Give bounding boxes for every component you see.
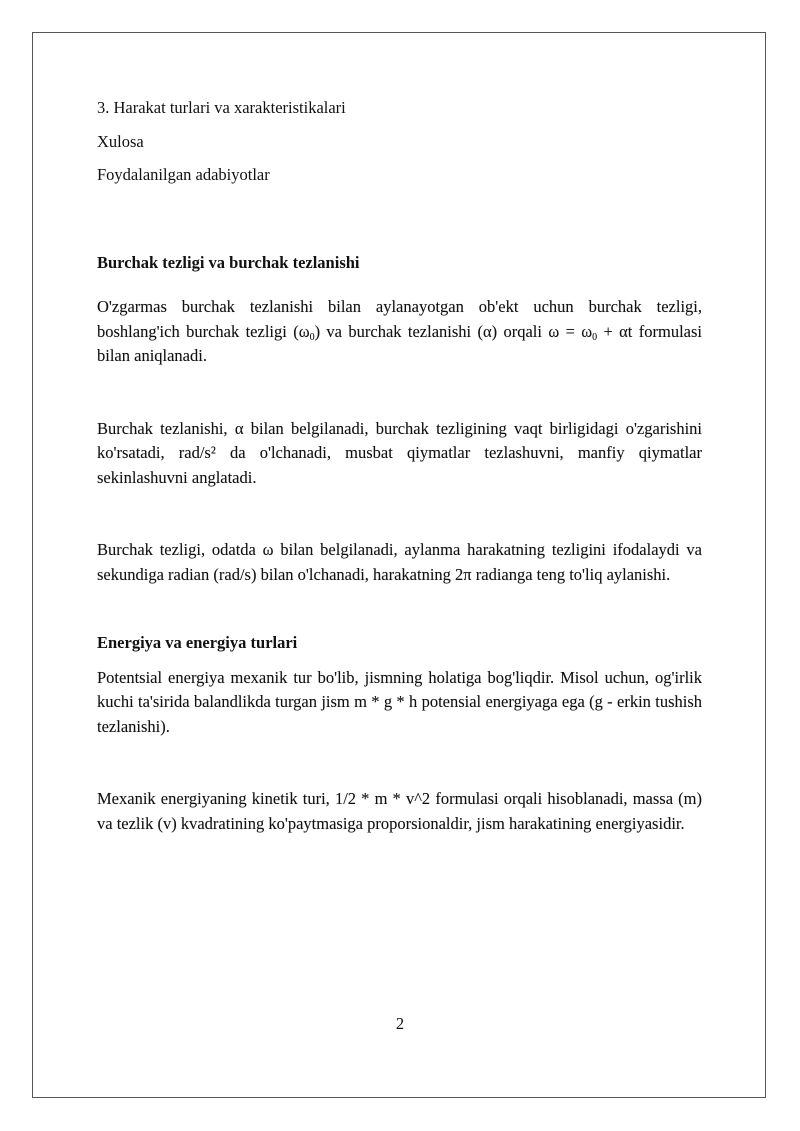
paragraph-potential-energy: Potentsial energiya mexanik tur bo'lib, jismning holatiga bog'liqdir. Misol uchun, og'irlik kuchi ta'sirida balandlikda turgan jism m * g * h potensial energiyaga ega (g - erkin tushish tezlanishi).	[97, 667, 702, 736]
toc-item-chapter-3: 3. Harakat turlari va xarakteristikalari	[97, 98, 346, 117]
page-number: 2	[395, 1014, 405, 1033]
paragraph-angular-acceleration: Burchak tezlanishi, α bilan belgilanadi, burchak tezligining vaqt birligidagi o'zgarishini ko'rsatadi, rad/s² da o'lchanadi, musbat qiymatlar tezlashuvni, manfiy qiymatlar sekinlashuvni anglatadi.	[97, 418, 702, 487]
paragraph-angular-velocity-formula: O'zgarmas burchak tezlanishi bilan aylanayotgan ob'ekt uchun burchak tezligi, boshlang'ich burchak tezligi $(\omega_0)$ va burchak tezlanishi (α) orqali $\omega = \omega_0 + \alpha t$ formulasi bilan aniqlanadi.	[97, 297, 702, 365]
toc-item-references: Foydalanilgan adabiyotlar	[97, 165, 270, 184]
toc-item-conclusion: Xulosa	[97, 131, 144, 151]
document-body	[97, 96, 702, 836]
paragraph-angular-velocity: Burchak tezligi, odatda ω bilan belgilanadi, aylanma harakatning tezligini ifodalaydi va sekundiga radian (rad/s) bilan o'lchanadi, harakatning 2π radianga teng to'liq aylanishi.	[97, 540, 702, 584]
section-heading-energy: Energiya va energiya turlari	[97, 633, 298, 652]
paragraph-kinetic-energy: Mexanik energiyaning kinetik turi, 1/2 * m * v^2 formulasi orqali hisoblanadi, massa (m) va tezlik (v) kvadratining ko'paytmasiga proporsionaldir, jism harakatining energiyasidir.	[97, 789, 702, 833]
section-heading-angular: Burchak tezligi va burchak tezlanishi	[97, 252, 360, 272]
